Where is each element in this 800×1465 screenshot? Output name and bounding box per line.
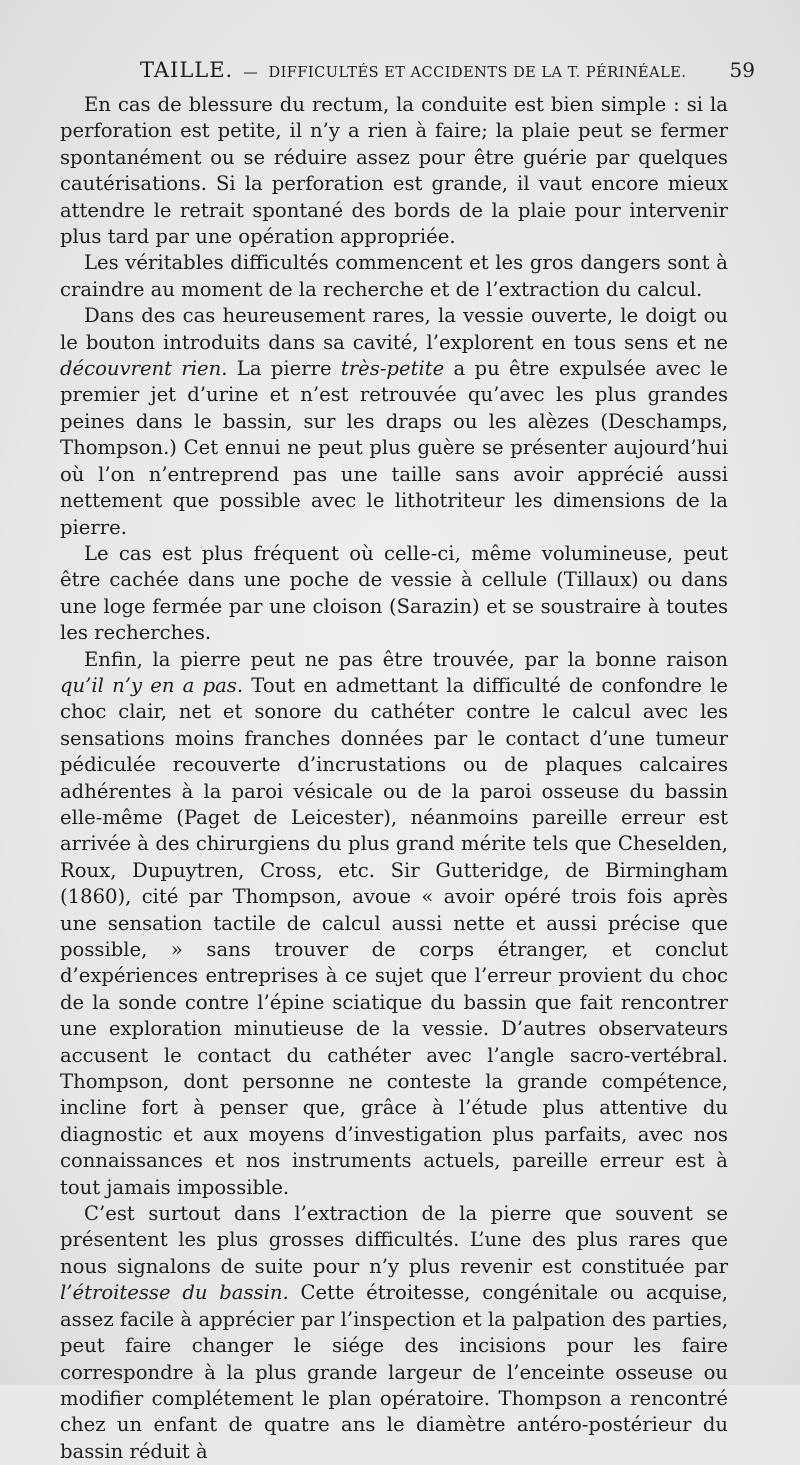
paragraph-text: a pu être expulsée avec le premier jet d’urine et n’est retrouvée qu’avec les plus grandes peines dans le bassin, sur les draps ou les alèzes (Deschamps, Thompson.) Cet ennui ne peut plus guère se présenter aujourd’hui où l’on n’entreprend pas une taille sans avoir apprécié aussi nettement que possible avec le lithotriteur les dimensions de la pierre. (60, 357, 728, 539)
paragraph-text: Dans des cas heureusement rares, la vessie ouverte, le doigt ou le bouton introduits dans sa cavité, l’explorent en tous sens et ne (60, 304, 728, 354)
paragraph-text: Les véritables difficultés commencent et les gros dangers sont à craindre au moment de la recherche et de l’extraction du calcul. (60, 251, 728, 301)
paragraph-text: Enfin, la pierre peut ne pas être trouvée, par la bonne raison (84, 647, 728, 671)
page-number: 59 (729, 58, 755, 82)
paragraph (60, 541, 728, 647)
running-head-dash: — (243, 65, 259, 81)
italic-emphasis: très-petite (340, 357, 445, 381)
paragraph-text: Le cas est plus fréquent où celle-ci, même volumineuse, peut être cachée dans une poche de vessie à cellule (Tillaux) ou dans une loge fermée par une cloison (Sarazin) et se soustraire à toutes les recherches. (60, 541, 728, 645)
paragraph (60, 647, 728, 1202)
running-head-subtitle (243, 65, 686, 81)
running-head-title: TAILLE. (140, 58, 234, 82)
paragraph-text: En cas de blessure du rectum, la conduite est bien simple : si la perforation est petite, il n’y a rien à faire; la plaie peut se fermer spontanément ou se réduire assez pour être guérie par quelques cautérisations. Si la perforation est grande, il vaut encore mieux attendre le retrait spontané des bords de la plaie pour intervenir plus tard par une opération appropriée. (60, 93, 728, 249)
italic-emphasis: qu’il n’y en a pas. (60, 673, 244, 697)
paragraph (60, 1201, 728, 1465)
italic-emphasis: l’étroitesse du bassin. (60, 1281, 289, 1305)
paragraph-text: La pierre (227, 357, 341, 381)
paragraph-text: C’est surtout dans l’extraction de la pierre que souvent se présentent les plus grosses difficultés. L’une des plus rares que nous signalons de suite pour n’y plus revenir est constituée par (60, 1202, 728, 1278)
running-head (140, 58, 755, 92)
paragraph (60, 92, 728, 250)
paragraph (60, 250, 728, 303)
italic-emphasis: découvrent rien. (60, 357, 228, 381)
running-head-subtitle-text: DIFFICULTÉS ET ACCIDENTS DE LA T. PÉRINÉALE. (268, 65, 687, 81)
body-text (60, 92, 728, 1465)
paragraph-text: Tout en admettant la difficulté de confondre le choc clair, net et sonore du cathéter contre le calcul avec les sensations moins franches données par le contact d’une tumeur pédiculée recouverte d’incrustations ou de plaques calcaires adhérentes à la paroi vésicale ou de la paroi osseuse du bassin elle-même (Paget de Leicester), néanmoins pareille erreur est arrivée à des chirurgiens du plus grand mérite tels que Cheselden, Roux, Dupuytren, Cross, etc. Sir Gutteridge, de Birmingham (1860), cité par Thompson, avoue « avoir opéré trois fois après une sensation tactile de calcul aussi nette et aussi précise que possible, » sans trouver de corps étranger, et conclut d’expériences entreprises à ce sujet que l’erreur provient du choc de la sonde contre l’épine sciatique du bassin que fait rencontrer une exploration minutieuse de la vessie. D’autres observateurs accusent le contact du cathéter avec l’angle sacro-vertébral. Thompson, dont personne ne conteste la grande compétence, incline fort à penser que, grâce à l’étude plus attentive du diagnostic et aux moyens d’investigation plus parfaits, avec nos connaissances et nos instruments actuels, pareille erreur est à tout jamais impossible. (60, 673, 728, 1199)
paragraph (60, 303, 728, 541)
paragraph-text: Cette étroitesse, congénitale ou acquise, assez facile à apprécier par l’inspection et la palpation des parties, peut faire changer le siége des incisions pour les faire correspondre à la plus grande largeur de l’enceinte osseuse ou modifier complétement le plan opératoire. Thompson a rencontré chez un enfant de quatre ans le diamètre antéro-postérieur du bassin réduit à (60, 1281, 728, 1463)
